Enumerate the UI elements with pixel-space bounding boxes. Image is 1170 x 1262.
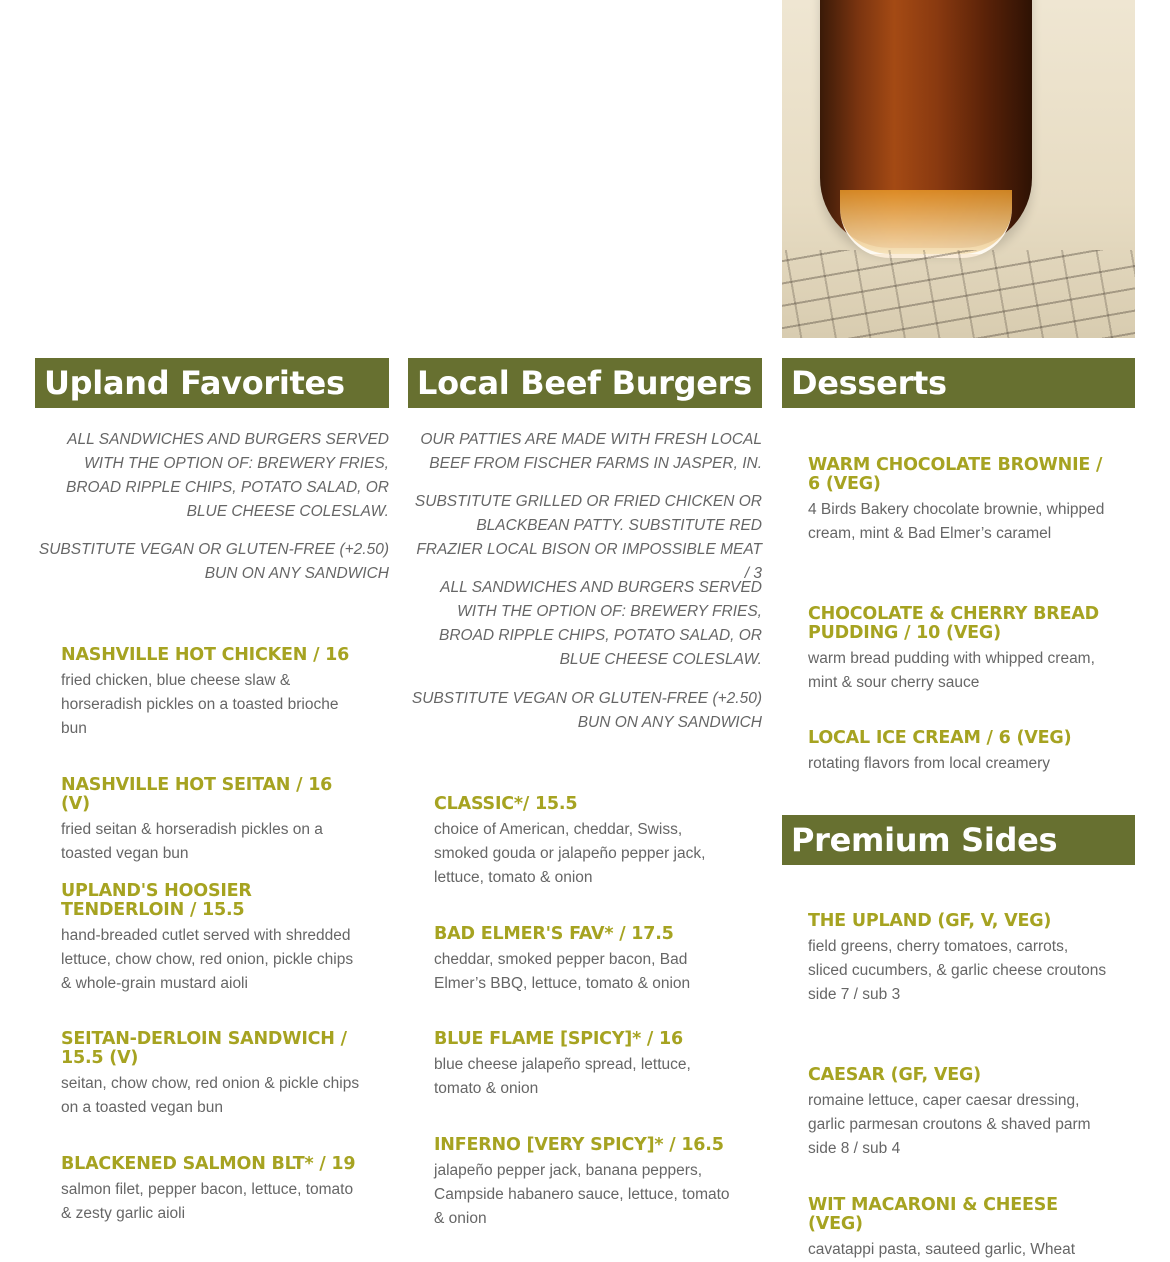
item-description: rotating flavors from local creamery <box>808 755 1051 772</box>
burgers-note-substitute: SUBSTITUTE GRILLED OR FRIED CHICKEN OR BLACKBEAN PATTY. SUBSTITUTE RED FRAZIER LOCAL BISON OR IMPOSSIBLE MEAT / 3 <box>414 493 762 582</box>
item-title: THE UPLAND (GF, V, VEG) <box>808 911 1052 931</box>
burgers-note-patties: OUR PATTIES ARE MADE WITH FRESH LOCAL BEEF FROM FISCHER FARMS IN JASPER, IN. <box>420 431 762 472</box>
local-beef-burgers-header: Local Beef Burgers <box>408 358 762 408</box>
item-description: 4 Birds Bakery chocolate brownie, whipped cream, mint & Bad Elmer’s caramel <box>808 501 1105 542</box>
desserts-header: Desserts <box>782 358 1135 408</box>
item-description: romaine lettuce, caper caesar dressing, garlic parmesan croutons & shaved parm <box>808 1092 1091 1133</box>
menu-item <box>782 912 1136 1007</box>
item-title: CLASSIC*/ 15.5 <box>434 794 578 814</box>
menu-item <box>782 456 1136 546</box>
desserts-sides-column <box>782 0 1136 1258</box>
burgers-note-bun: SUBSTITUTE VEGAN OR GLUTEN-FREE (+2.50) BUN ON ANY SANDWICH <box>411 690 762 731</box>
menu-item <box>782 605 1136 695</box>
menu-item <box>35 1030 389 1120</box>
item-title: BLACKENED SALMON BLT* / 19 <box>61 1154 356 1174</box>
menu-item <box>35 882 389 996</box>
item-title: UPLAND'S HOOSIER TENDERLOIN / 15.5 <box>61 881 252 920</box>
item-title: BLUE FLAME [SPICY]* / 16 <box>434 1029 683 1049</box>
item-title: LOCAL ICE CREAM / 6 (VEG) <box>808 728 1072 748</box>
menu-item <box>35 1155 389 1226</box>
item-description: cavatappi pasta, sauteed garlic, Wheat <box>808 1241 1076 1258</box>
item-description: salmon filet, pepper bacon, lettuce, tomato & zesty garlic aioli <box>61 1181 354 1222</box>
upland-note-sides: ALL SANDWICHES AND BURGERS SERVED WITH THE OPTION OF: BREWERY FRIES, BROAD RIPPLE CHIPS, POTATO SALAD, OR BLUE CHEESE COLESLAW. <box>66 431 389 520</box>
menu-item <box>408 795 762 890</box>
menu-item <box>408 925 762 996</box>
item-description: hand-breaded cutlet served with shredded lettuce, chow chow, red onion, pickle chips & whole-grain mustard aioli <box>61 927 354 992</box>
item-description: jalapeño pepper jack, banana peppers, Campside habanero sauce, lettuce, tomato & onion <box>434 1162 730 1227</box>
item-title: CAESAR (GF, VEG) <box>808 1065 981 1085</box>
item-title: INFERNO [VERY SPICY]* / 16.5 <box>434 1135 724 1155</box>
menu-item <box>408 1030 762 1101</box>
item-title: WARM CHOCOLATE BROWNIE / 6 (VEG) <box>808 455 1103 494</box>
item-price: side 8 / sub 4 <box>808 1140 901 1157</box>
local-beef-burgers-column <box>408 358 762 1227</box>
item-description: fried chicken, blue cheese slaw & horseradish pickles on a toasted brioche bun <box>61 672 339 737</box>
beer-glass-photo <box>782 0 1135 338</box>
upland-favorites-column <box>35 358 389 1222</box>
burgers-note-sides: ALL SANDWICHES AND BURGERS SERVED WITH THE OPTION OF: BREWERY FRIES, BROAD RIPPLE CHIPS, POTATO SALAD, OR BLUE CHEESE COLESLAW. <box>439 579 762 668</box>
upland-favorites-header: Upland Favorites <box>35 358 389 408</box>
menu-item <box>35 776 389 866</box>
item-description: seitan, chow chow, red onion & pickle chips on a toasted vegan bun <box>61 1075 360 1116</box>
item-title: NASHVILLE HOT SEITAN / 16 (V) <box>61 775 333 814</box>
menu-item <box>782 729 1136 776</box>
item-description: cheddar, smoked pepper bacon, Bad Elmer’s BBQ, lettuce, tomato & onion <box>434 951 691 992</box>
menu-item <box>35 646 389 741</box>
menu-item <box>408 1136 762 1231</box>
glass-base <box>840 190 1012 258</box>
item-description: fried seitan & horseradish pickles on a toasted vegan bun <box>61 821 323 862</box>
premium-sides-header: Premium Sides <box>782 815 1135 865</box>
handwritten-map-background <box>782 250 1135 338</box>
item-description: blue cheese jalapeño spread, lettuce, tomato & onion <box>434 1056 691 1097</box>
item-title: WIT MACARONI & CHEESE (VEG) <box>808 1195 1058 1234</box>
upland-note-bun: SUBSTITUTE VEGAN OR GLUTEN-FREE (+2.50) BUN ON ANY SANDWICH <box>38 541 389 582</box>
item-title: SEITAN-DERLOIN SANDWICH / 15.5 (V) <box>61 1029 347 1068</box>
menu-item <box>782 1196 1136 1262</box>
item-title: CHOCOLATE & CHERRY BREAD PUDDING / 10 (VEG) <box>808 604 1099 643</box>
item-title: NASHVILLE HOT CHICKEN / 16 <box>61 645 350 665</box>
menu-item <box>782 1066 1136 1161</box>
item-description: field greens, cherry tomatoes, carrots, sliced cucumbers, & garlic cheese croutons <box>808 938 1107 979</box>
item-description: warm bread pudding with whipped cream, mint & sour cherry sauce <box>808 650 1095 691</box>
item-price: side 7 / sub 3 <box>808 986 901 1003</box>
item-title: BAD ELMER'S FAV* / 17.5 <box>434 924 674 944</box>
item-description: choice of American, cheddar, Swiss, smoked gouda or jalapeño pepper jack, lettuce, tomato & onion <box>434 821 706 886</box>
